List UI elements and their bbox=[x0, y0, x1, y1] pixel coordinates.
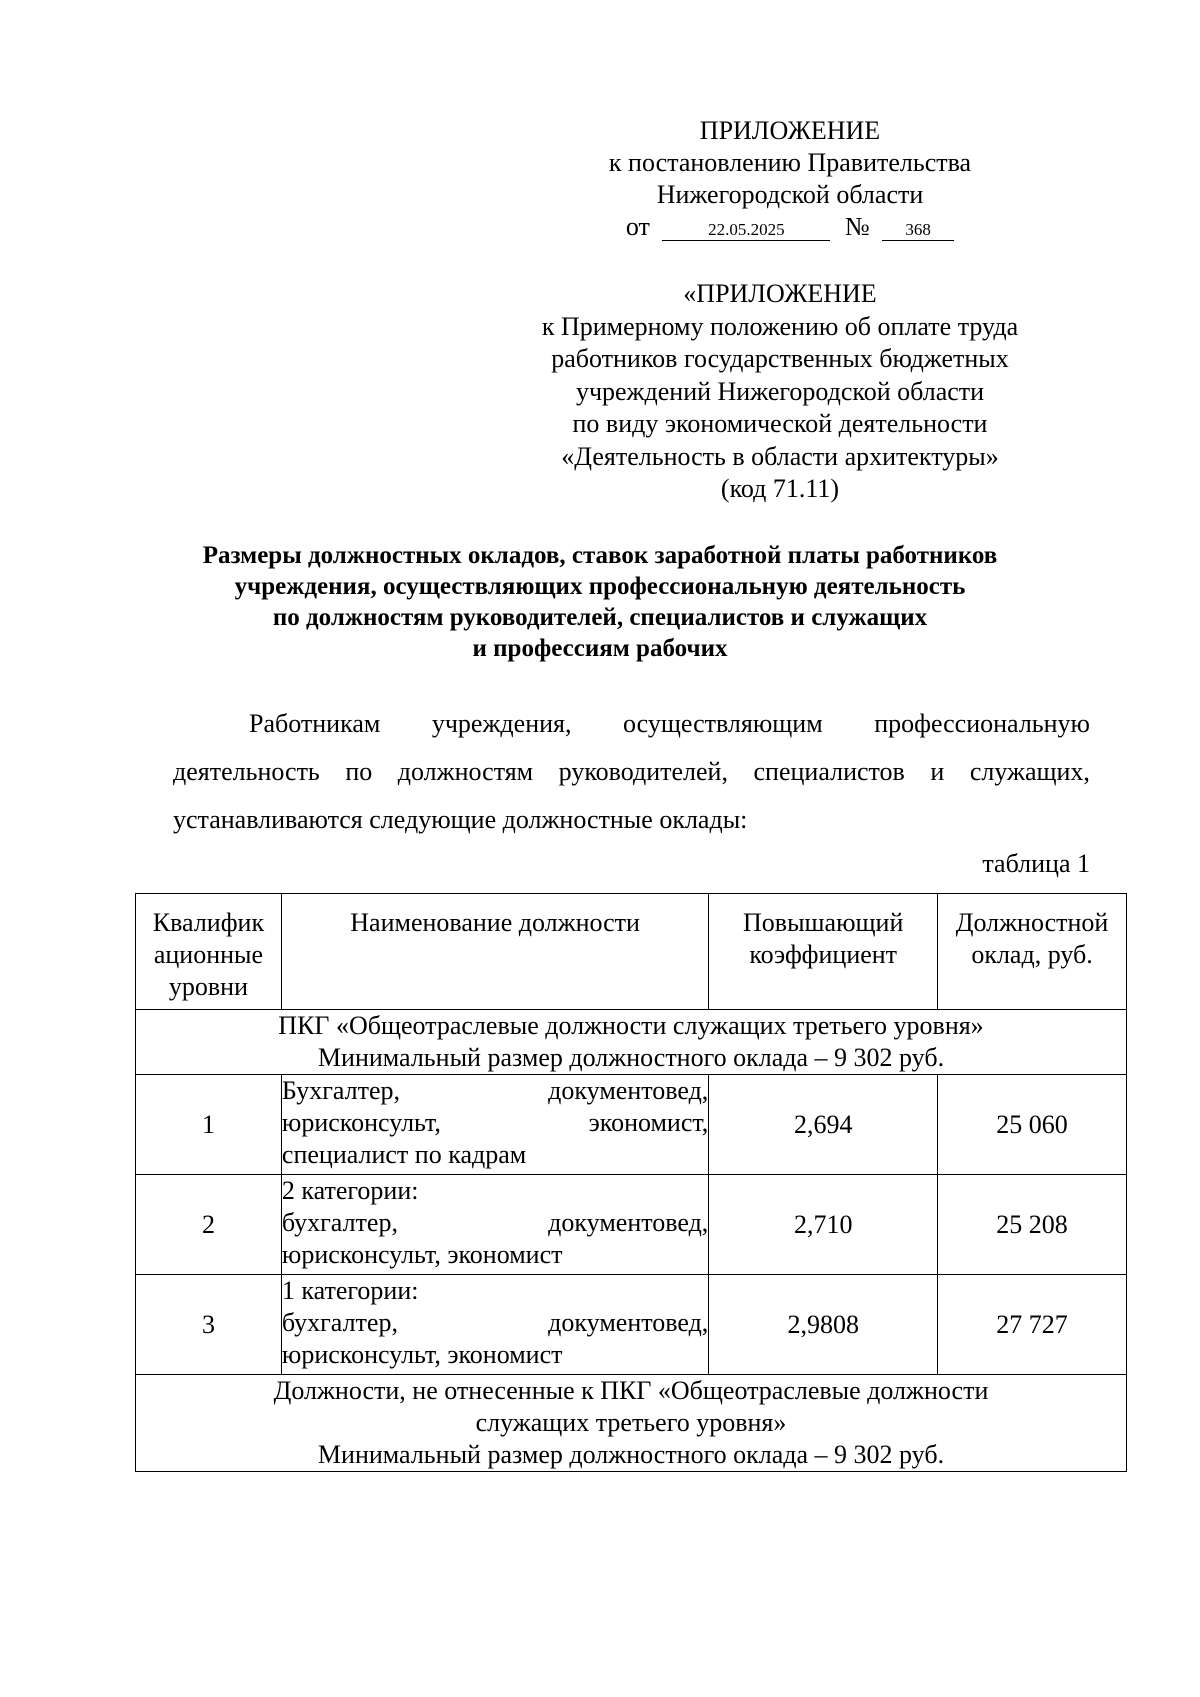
coefficient-cell: 2,694 bbox=[709, 1075, 938, 1175]
header-position: Наименование должности bbox=[281, 894, 708, 1010]
number-sign: № bbox=[844, 212, 870, 241]
paragraph-word: осуществляющим bbox=[623, 709, 823, 738]
salary-cell: 25 208 bbox=[938, 1175, 1127, 1275]
title-line: Размеры должностных окладов, ставок заработной платы работников bbox=[202, 542, 998, 569]
approval-line-3: Нижегородской области bbox=[656, 180, 924, 209]
position-word: бухгалтер, bbox=[281, 1208, 398, 1237]
position-line: 1 категории: bbox=[281, 1276, 419, 1305]
title-line: учреждения, осуществляющих профессиональную деятельность bbox=[234, 573, 966, 600]
appendix-line: к Примерному положению об оплате труда bbox=[541, 311, 1019, 341]
position-line bbox=[282, 1307, 708, 1339]
position-line: юрисконсульт, экономист bbox=[281, 1340, 563, 1369]
appendix-line: (код 71.11) bbox=[720, 474, 840, 503]
title-line: и профессиям рабочих bbox=[472, 635, 728, 662]
intro-paragraph bbox=[173, 700, 1090, 844]
coefficient-cell: 2,710 bbox=[709, 1175, 938, 1275]
header-salary-line: оклад, руб. bbox=[971, 940, 1093, 969]
appendix-line: работников государственных бюджетных bbox=[551, 344, 1009, 373]
paragraph-word: служащих, bbox=[969, 757, 1090, 786]
position-line bbox=[282, 1107, 708, 1139]
appendix-line: «ПРИЛОЖЕНИЕ bbox=[683, 279, 877, 308]
group-line: ПКГ «Общеотраслевые должности служащих третьего уровня» bbox=[278, 1011, 984, 1040]
approval-number: 368 bbox=[882, 220, 954, 241]
group-row bbox=[136, 1010, 1127, 1075]
position-word: документовед, bbox=[548, 1308, 709, 1337]
table-row bbox=[136, 1275, 1127, 1375]
table-row bbox=[136, 1175, 1127, 1275]
paragraph-word: специалистов bbox=[753, 757, 905, 786]
position-line: юрисконсульт, экономист bbox=[281, 1240, 563, 1269]
paragraph-word: деятельность bbox=[173, 757, 320, 786]
group-row bbox=[136, 1375, 1127, 1472]
position-cell bbox=[281, 1175, 708, 1275]
paragraph-line bbox=[173, 748, 1090, 796]
group-line: Минимальный размер должностного оклада – 9 302 руб. bbox=[317, 1440, 945, 1469]
coefficient-cell: 2,9808 bbox=[709, 1275, 938, 1375]
table-row bbox=[136, 1075, 1127, 1175]
position-word: юрисконсульт, bbox=[281, 1108, 441, 1137]
header-coefficient bbox=[709, 894, 938, 1010]
approval-title: ПРИЛОЖЕНИЕ bbox=[699, 116, 881, 145]
level-cell: 2 bbox=[136, 1175, 282, 1275]
approval-line-2: к постановлению Правительства bbox=[608, 148, 972, 177]
header-level-line: уровни bbox=[168, 972, 248, 1001]
paragraph-word: учреждения, bbox=[431, 709, 572, 738]
header-level bbox=[136, 894, 282, 1010]
paragraph-word: руководителей, bbox=[558, 757, 728, 786]
paragraph-line: устанавливаются следующие должностные оклады: bbox=[173, 805, 748, 834]
level-cell: 1 bbox=[136, 1075, 282, 1175]
header-coefficient-line: коэффициент bbox=[749, 940, 898, 969]
paragraph-word: по bbox=[345, 757, 373, 786]
header-coefficient-line: Повышающий bbox=[743, 908, 904, 937]
position-line: 2 категории: bbox=[281, 1176, 419, 1205]
header-salary-line: Должностной bbox=[955, 908, 1109, 937]
title-line: по должностям руководителей, специалистов и служащих bbox=[272, 604, 928, 631]
document-title bbox=[130, 540, 1070, 664]
salary-cell: 25 060 bbox=[938, 1075, 1127, 1175]
appendix-line: учреждений Нижегородской области bbox=[575, 376, 985, 406]
paragraph-word: должностям bbox=[397, 757, 534, 786]
position-cell bbox=[281, 1075, 708, 1175]
approval-reference bbox=[540, 211, 1040, 243]
position-word: Бухгалтер, bbox=[281, 1076, 400, 1105]
salary-table bbox=[135, 893, 1127, 1472]
approval-header bbox=[540, 115, 1040, 243]
group-cell bbox=[136, 1010, 1127, 1075]
position-line bbox=[282, 1207, 708, 1239]
group-cell bbox=[136, 1375, 1127, 1472]
position-cell bbox=[281, 1275, 708, 1375]
paragraph-word: профессиональную bbox=[874, 709, 1090, 738]
position-line bbox=[282, 1075, 708, 1107]
table-caption: таблица 1 bbox=[982, 849, 1090, 878]
header-level-line: ационные bbox=[153, 940, 264, 969]
paragraph-word: Работникам bbox=[249, 709, 381, 738]
header-salary bbox=[938, 894, 1127, 1010]
position-word: бухгалтер, bbox=[281, 1308, 398, 1337]
position-word: документовед, bbox=[548, 1076, 709, 1105]
paragraph-word: и bbox=[930, 757, 945, 786]
appendix-header bbox=[490, 278, 1070, 506]
date-prefix: от bbox=[625, 212, 650, 241]
level-cell: 3 bbox=[136, 1275, 282, 1375]
salary-cell: 27 727 bbox=[938, 1275, 1127, 1375]
paragraph-line bbox=[173, 700, 1090, 748]
appendix-line: «Деятельность в области архитектуры» bbox=[561, 441, 999, 471]
position-word: документовед, bbox=[548, 1208, 709, 1237]
group-line: Минимальный размер должностного оклада – 9 302 руб. bbox=[317, 1043, 945, 1072]
group-line: служащих третьего уровня» bbox=[475, 1408, 787, 1437]
position-line: специалист по кадрам bbox=[281, 1140, 527, 1169]
table-header-row bbox=[136, 894, 1127, 1010]
appendix-line: по виду экономической деятельности bbox=[572, 409, 988, 438]
approval-date: 22.05.2025 bbox=[662, 220, 830, 241]
header-level-line: Квалифик bbox=[152, 908, 265, 937]
group-line: Должности, не отнесенные к ПКГ «Общеотраслевые должности bbox=[273, 1376, 989, 1405]
position-word: экономист, bbox=[588, 1108, 709, 1137]
